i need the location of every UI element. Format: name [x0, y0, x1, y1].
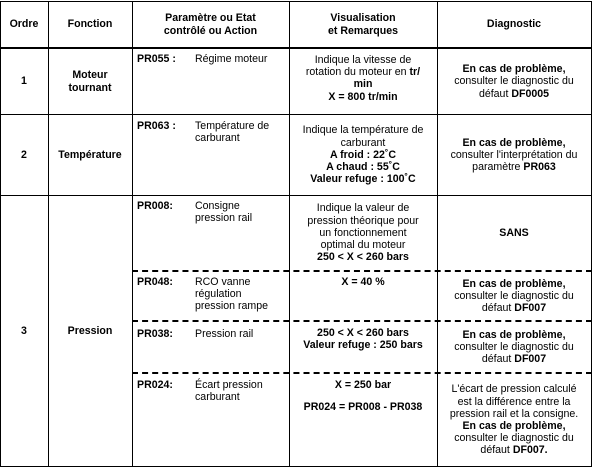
diag-line: En cas de problème, [462, 63, 566, 76]
visu-line: optimal du moteur [320, 239, 406, 252]
visu-unit: tr/ [409, 66, 421, 79]
diag-text: défaut [481, 302, 515, 315]
diag-line: est la différence entre la [457, 395, 571, 408]
header-diagnostic [437, 2, 591, 47]
header-ordre [0, 2, 48, 47]
pr024-visualisation [289, 374, 437, 466]
diag-line: consulter le diagnostic du [454, 432, 574, 445]
row1-visualisation [289, 49, 437, 114]
diag-code: PR063 [523, 161, 556, 174]
header-fonction [48, 2, 132, 47]
visu-line: PR024 = PR008 - PR038 [303, 401, 423, 414]
param-line: Écart pression [195, 379, 263, 391]
diag-line: En cas de problème, [462, 328, 566, 341]
diag-line: consulter l'interprétation du [450, 148, 578, 161]
diag-line: En cas de problème, [462, 277, 566, 290]
param-line: Consigne [195, 200, 240, 212]
row2-fonction [48, 115, 132, 195]
param-line: Température de [195, 120, 270, 132]
col-divider [132, 1, 133, 467]
header-fonction-label: Fonction [67, 18, 113, 31]
row2-ordre [0, 115, 48, 195]
param-code: PR055 : [137, 53, 176, 65]
visu-line: X = 250 bar [334, 379, 392, 391]
visu-line: A froid : 22˚C [329, 148, 397, 161]
visu-line: A chaud : 55˚C [326, 161, 400, 174]
param-line: carburant [195, 132, 240, 145]
fonction-line: tournant [68, 81, 112, 94]
row1-diagnostic [437, 49, 591, 114]
diag-line: consulter le diagnostic du [454, 289, 574, 302]
pr048-visualisation [289, 272, 437, 320]
diag-line: L'écart de pression calculé [451, 383, 577, 396]
param-code: PR048: [137, 276, 173, 288]
visu-line: carburant [340, 136, 386, 149]
diag-line [440, 353, 588, 365]
diag-code: DF0005 [511, 87, 550, 100]
diag-code: DF007 [514, 353, 547, 366]
param-code: PR008: [137, 200, 173, 212]
diag-line: En cas de problème, [462, 136, 566, 149]
row3-ordre [0, 196, 48, 466]
diag-text: défaut [481, 353, 515, 366]
pr038-diagnostic [437, 322, 591, 372]
param-line: carburant [195, 391, 240, 404]
row1-fonction [48, 49, 132, 114]
header-visualisation [289, 2, 437, 47]
visu-line: Indique la vitesse de [314, 54, 412, 66]
header-diagnostic-label: Diagnostic [486, 18, 542, 31]
diag-text: défaut [478, 87, 512, 100]
row2-visualisation [289, 115, 437, 195]
param-line: régulation [195, 288, 242, 301]
table-border-right [591, 1, 592, 467]
ordre-value: 3 [21, 324, 27, 337]
diag-line [440, 161, 588, 173]
param-description: Régime moteur [195, 53, 268, 65]
param-description [195, 379, 263, 403]
header-ordre-label: Ordre [9, 18, 39, 31]
diag-line: pression rail et la consigne. [449, 407, 579, 420]
param-line: RCO vanne [195, 276, 251, 288]
pr038-visualisation [289, 322, 437, 372]
header-parametre-line: contrôlé ou Action [163, 24, 258, 37]
visu-line: X = 40 % [341, 276, 385, 288]
visu-line: Valeur refuge : 250 bars [303, 339, 423, 352]
fonction-line: Moteur [72, 69, 108, 82]
header-visu-line: Visualisation [330, 12, 396, 25]
table-border-bottom [0, 466, 592, 467]
header-parametre-line: Paramètre ou Etat [165, 12, 256, 25]
pr024-diagnostic [437, 374, 591, 466]
diag-text: défaut [480, 444, 513, 457]
diag-code: DF007 [514, 302, 547, 315]
diag-line [440, 88, 588, 100]
param-description [195, 276, 268, 313]
diag-line: consulter le diagnostic du [454, 75, 574, 88]
param-description [195, 200, 252, 224]
visu-line: Indique la température de [302, 124, 424, 137]
row3-fonction [48, 196, 132, 466]
row2-diagnostic [437, 115, 591, 195]
visu-text: rotation du moteur en [305, 66, 410, 79]
param-description [195, 120, 269, 144]
pr008-visualisation [289, 196, 437, 270]
pr008-diagnostic [437, 196, 591, 270]
visu-line: Valeur refuge : 100˚C [310, 173, 416, 186]
diag-text: paramètre [472, 161, 524, 174]
diag-code: DF007. [512, 444, 548, 457]
visu-line: pression théorique pour [307, 214, 419, 227]
param-code: PR063 : [137, 120, 176, 132]
header-parametre [132, 2, 289, 47]
visu-line [292, 66, 434, 78]
visu-line: 250 < X < 260 bars [317, 327, 409, 339]
fonction-line: Pression [67, 324, 113, 337]
diag-line: consulter le diagnostic du [454, 340, 574, 353]
row1-ordre [0, 49, 48, 114]
param-code: PR024: [137, 379, 173, 391]
visu-spacer [292, 391, 434, 401]
diag-line [440, 302, 588, 314]
visu-line: 250 < X < 260 bars [317, 251, 409, 264]
ordre-value: 1 [21, 75, 27, 88]
param-line: pression rail [195, 212, 253, 225]
visu-line: Indique la valeur de [316, 202, 410, 215]
header-visu-line: et Remarques [327, 24, 399, 37]
diag-line: En cas de problème, [462, 420, 566, 432]
diag-line: SANS [499, 226, 529, 239]
fonction-line: Température [58, 148, 122, 161]
pr048-diagnostic [437, 272, 591, 320]
visu-line: min [353, 78, 373, 91]
param-code: PR038: [137, 328, 173, 340]
visu-line: X = 800 tr/min [328, 90, 398, 103]
visu-line: un fonctionnement [319, 226, 407, 239]
diag-line [440, 444, 588, 456]
ordre-value: 2 [21, 148, 27, 161]
param-line: pression rampe [195, 300, 269, 313]
param-description: Pression rail [195, 328, 254, 340]
